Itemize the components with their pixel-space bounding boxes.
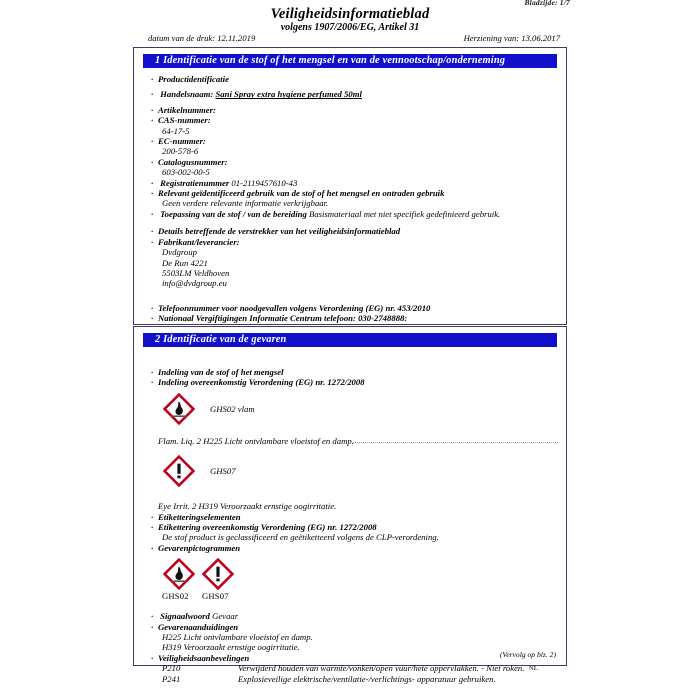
hazard-statement-flammable: Flam. Liq. 2 H225 Licht ontvlambare vloeistof en damp. xyxy=(158,436,552,446)
ec-number-label: · EC-nummer: xyxy=(158,136,552,146)
ghs07-exclamation-icon xyxy=(163,455,195,487)
ec-number-value: 200-578-6 xyxy=(162,146,199,157)
registration-number-value: 01-2119457610-43 xyxy=(231,177,298,188)
trade-name-value: Sani Spray extra hygiene perfumed 50ml xyxy=(215,89,362,100)
classification-regulation-label: · Indeling overeenkomstig Verordening (EG) nr. 1272/2008 xyxy=(158,377,552,387)
precautionary-code-p241: P241 xyxy=(162,673,181,684)
catalog-number-value: 603-002-00-5 xyxy=(162,167,210,178)
ghs07-exclamation-icon-label xyxy=(202,558,234,590)
section-2-heading: 2 Identificatie van de gevaren xyxy=(143,333,557,347)
trade-name-row xyxy=(158,89,552,99)
manufacturer-line-1: Dvdgroup xyxy=(162,247,197,258)
product-identification-label: · Productidentificatie xyxy=(158,74,552,84)
signal-word-value: Gevaar xyxy=(212,611,239,622)
application-value: Basismateriaal met niet specifiek gedefinieerd gebruik. xyxy=(308,208,501,219)
document-subtitle: volgens 1907/2006/EG, Artikel 31 xyxy=(280,22,420,33)
emergency-center-label: · Nationaal Vergiftigingen Informatie Centrum telefoon: 030-2748888: xyxy=(158,313,552,323)
label-elements-label: · Etiketteringselementen xyxy=(158,512,552,522)
signal-word-label: Signaalwoord xyxy=(160,611,210,622)
cas-number-value: 64-17-5 xyxy=(162,125,190,136)
trade-name-label: Handelsnaam: xyxy=(160,89,214,100)
catalog-number-label: · Catalogusnummer: xyxy=(158,157,552,167)
hazard-pictograms-row xyxy=(158,558,552,602)
hazard-statement-h225: H225 Licht ontvlambare vloeistof en damp. xyxy=(162,632,313,643)
print-date: datum van de druk: 12.11.2019 xyxy=(148,33,256,43)
ghs07-name: GHS07 xyxy=(210,466,236,477)
locale-mark: NL xyxy=(528,665,538,672)
manufacturer-label: · Fabrikant/leverancier: xyxy=(158,237,552,247)
labelling-regulation-label: · Etikettering overeenkomstig Verordening (EG) nr. 1272/2008 xyxy=(158,522,552,532)
revision-date: Herziening van: 13.06.2017 xyxy=(463,33,560,43)
section-1-body xyxy=(158,74,552,324)
application-label: Toepassing van de stof / van de bereiding xyxy=(160,208,307,219)
precautionary-row-p210 xyxy=(158,663,552,673)
ghs07-caption: GHS07 xyxy=(202,591,229,602)
ghs02-name: GHS02 vlam xyxy=(210,403,255,414)
classification-label: · Indeling van de stof of het mengsel xyxy=(158,367,552,377)
precautionary-statements-label: · Veiligheidsaanbevelingen xyxy=(158,653,552,663)
labelling-regulation-value: De stof product is geclassificeerd en geëtiketteerd volgens de CLP-verordening. xyxy=(162,532,439,543)
ghs07-pictogram-row xyxy=(158,455,552,489)
section-1-box xyxy=(133,47,567,325)
supplier-details-label: · Details betreffende de verstrekker van het veiligheidsinformatieblad xyxy=(158,226,552,236)
ghs02-caption: GHS02 xyxy=(162,591,189,602)
signal-word-row xyxy=(158,611,552,621)
section-1-heading: 1 Identificatie van de stof of het mengsel en van de vennootschap/onderneming xyxy=(143,54,557,68)
manufacturer-email: info@dvdgroup.eu xyxy=(162,278,227,289)
cas-number-label: · CAS-nummer: xyxy=(158,115,552,125)
registration-number-label: Registratienummer xyxy=(160,177,230,188)
hazard-pictograms-label: · Gevarenpictogrammen xyxy=(158,543,552,553)
registration-number-row xyxy=(158,178,552,188)
section-2-box xyxy=(133,326,567,684)
ghs02-flame-icon-label xyxy=(163,558,195,590)
application-row xyxy=(158,209,552,219)
dotted-leader xyxy=(353,442,558,444)
hazard-statements-label: · Gevarenaanduidingen xyxy=(158,622,552,632)
manufacturer-line-2: De Run 4221 xyxy=(162,257,208,268)
precautionary-text-p241: Explosieveilige elektrische/ventilatie-/verlichtings- apparatuur gebruiken. xyxy=(238,673,496,684)
relevant-use-label: · Relevant geïdentificeerd gebruik van de stof of het mengsel en ontraden gebruik xyxy=(158,188,552,198)
precautionary-code-p210: P210 xyxy=(162,663,181,674)
precautionary-text-p210: Verwijderd houden van warmte/vonken/open vuur/hete oppervlakken. - Niet roken. xyxy=(238,663,525,674)
page-indicator: Bladzijde: 1/7 xyxy=(524,0,570,7)
document-meta-row xyxy=(148,33,560,45)
document-title: Veiligheidsinformatieblad xyxy=(270,6,430,22)
ghs02-pictogram-row xyxy=(158,393,552,427)
relevant-use-value: Geen verdere relevante informatie verkrijgbaar. xyxy=(162,198,329,209)
ghs02-flame-icon xyxy=(163,393,195,425)
emergency-phone-label: · Telefoonnummer voor noodgevallen volgens Verordening (EG) nr. 453/2010 xyxy=(158,303,552,313)
article-number-label: · Artikelnummer: xyxy=(158,105,552,115)
hazard-statement-h319: H319 Veroorzaakt ernstige oogirritatie. xyxy=(162,642,300,653)
continued-note: (Vervolg op blz. 2) xyxy=(499,650,556,659)
precautionary-row-p241 xyxy=(158,674,552,684)
manufacturer-line-3: 5503LM Veldhoven xyxy=(162,267,230,278)
hazard-statement-eye-irritation: Eye Irrit. 2 H319 Veroorzaakt ernstige oogirritatie. xyxy=(158,501,337,512)
